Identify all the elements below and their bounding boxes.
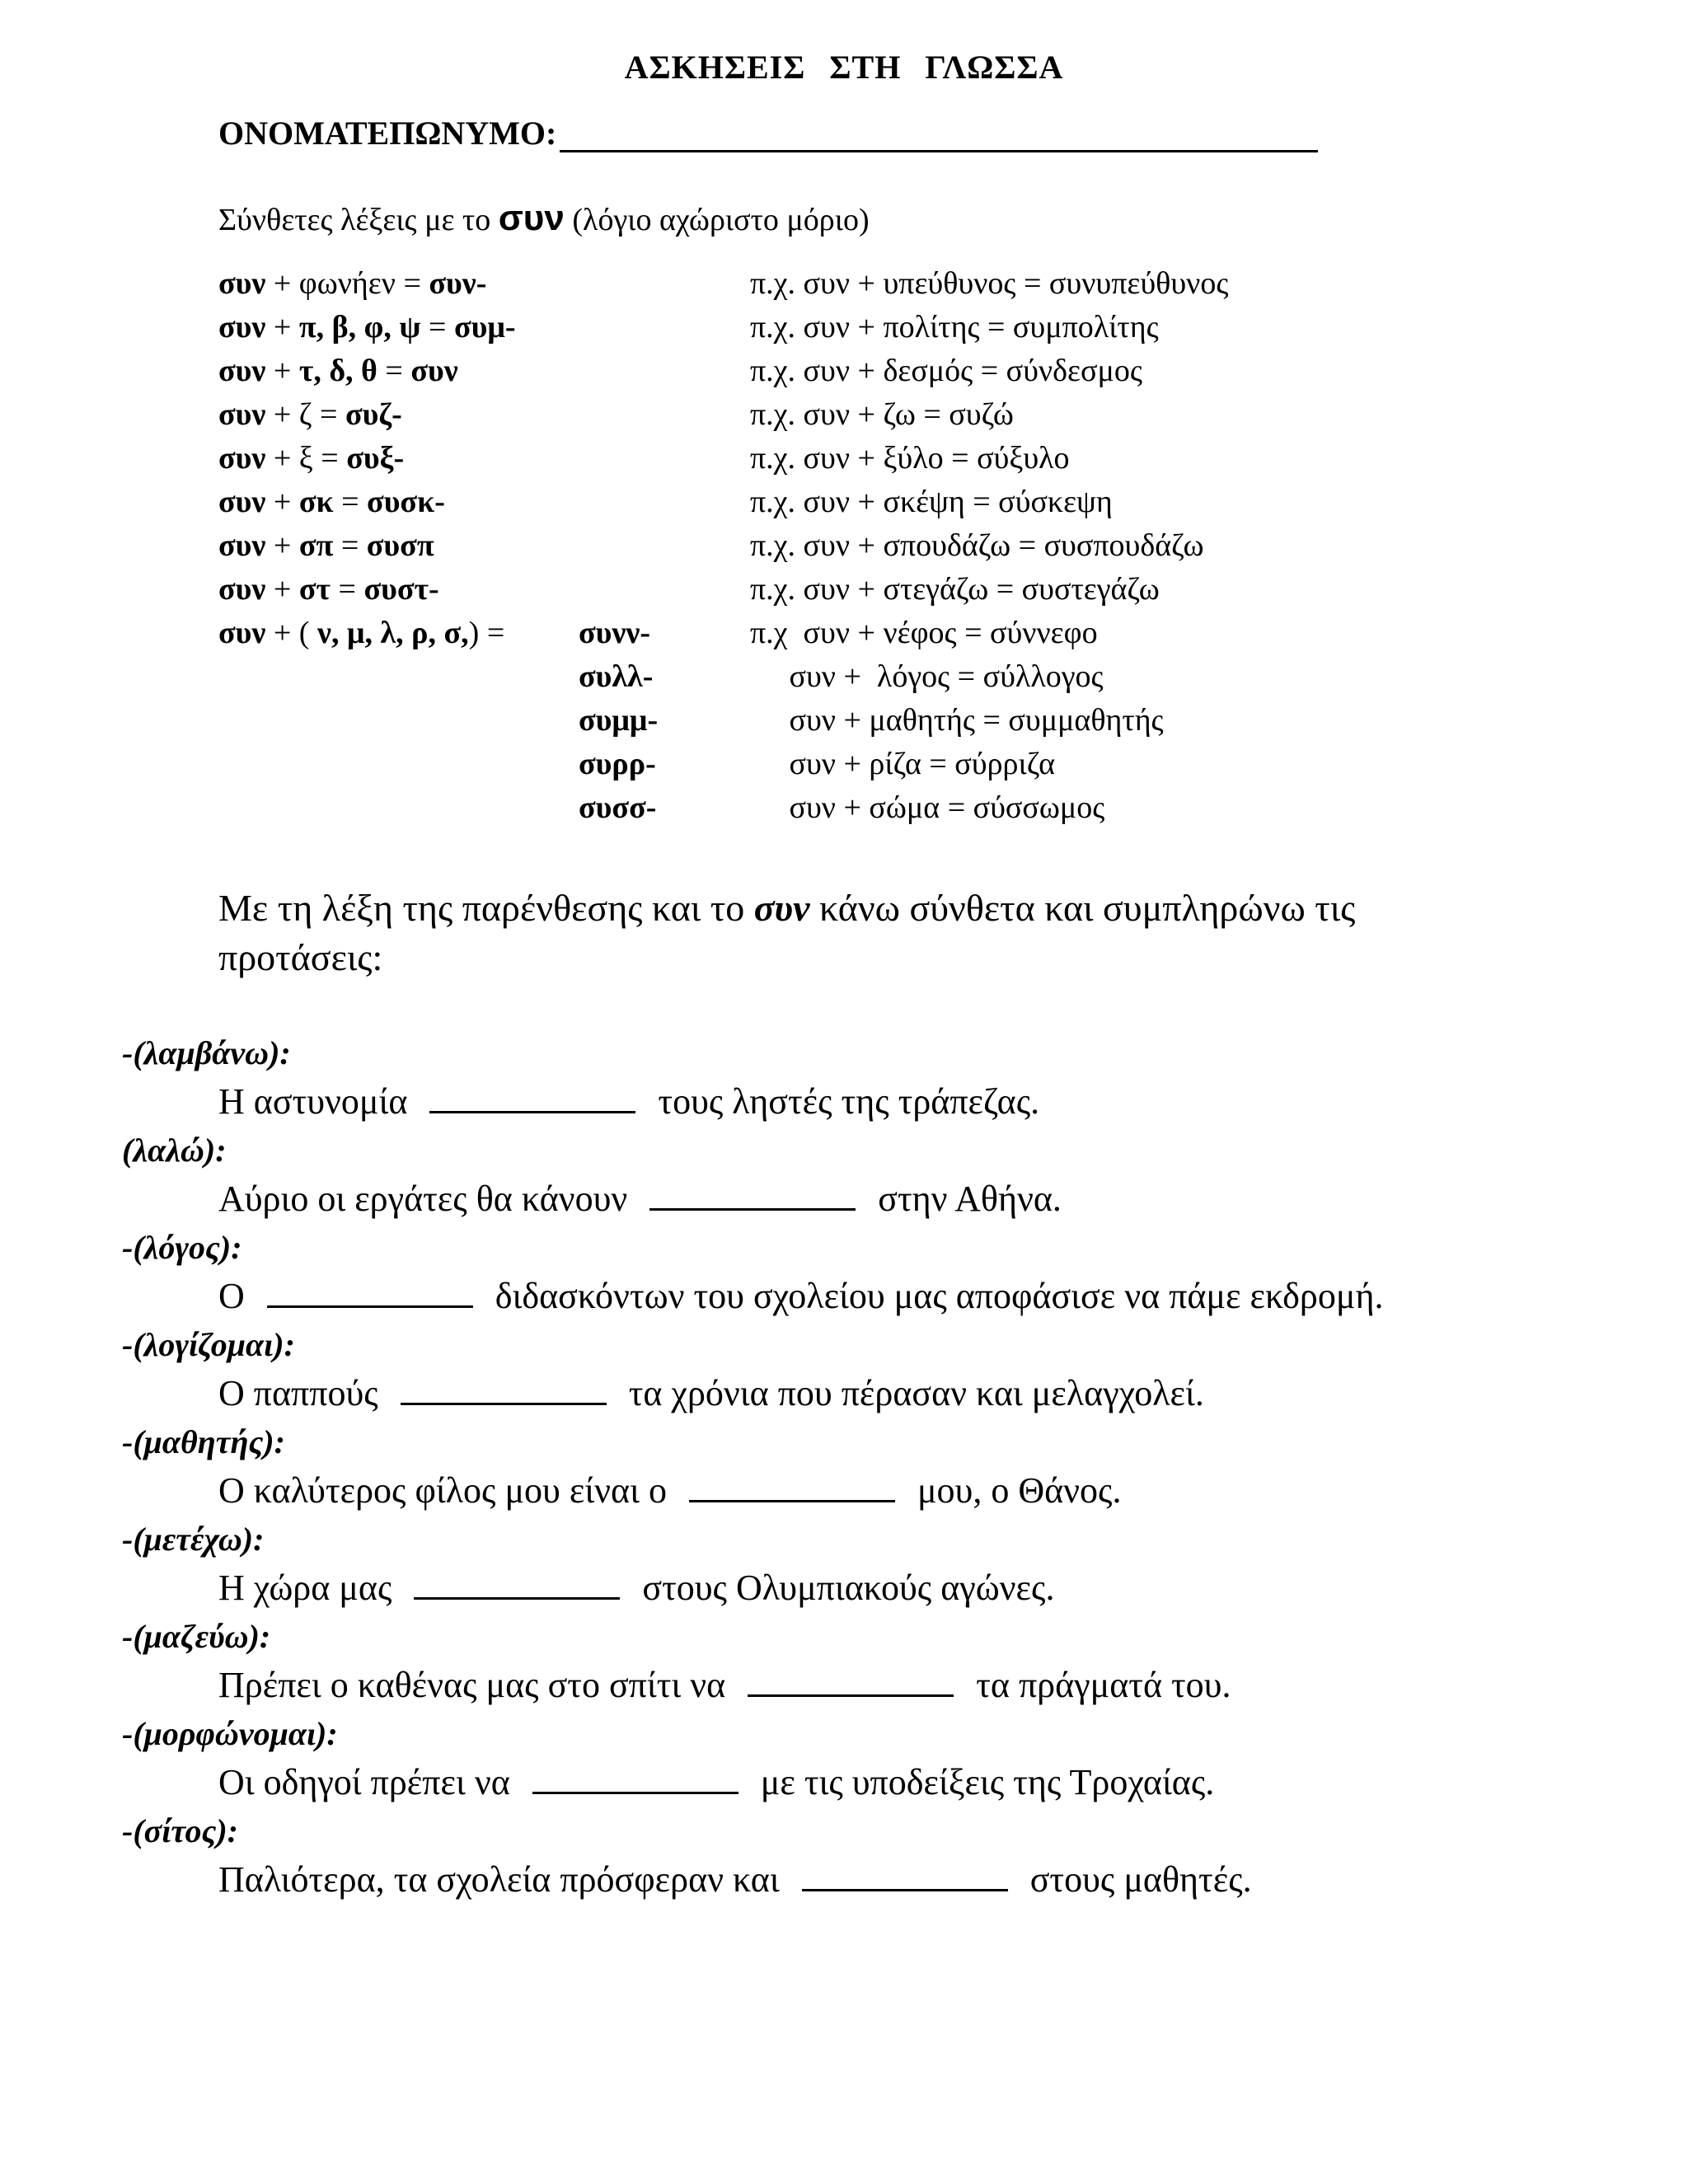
- exercise-hint-word: -(λογίζομαι):: [122, 1326, 295, 1363]
- exercise-sentence: [0, 1271, 1688, 1322]
- exercise-sentence: [0, 1854, 1688, 1905]
- intro-text: [218, 198, 870, 239]
- instruction-after: κάνω σύνθετα και συμπληρώνω τις προτάσεις:: [218, 887, 1356, 978]
- exercise-item: [0, 1711, 1688, 1808]
- rule-formula: [218, 527, 434, 564]
- rule-letters: σκ: [298, 485, 334, 519]
- rule-prefix: συν: [218, 441, 266, 476]
- sentence-after: τα πράγματά του.: [967, 1665, 1231, 1705]
- exercise-item: [0, 1322, 1688, 1419]
- rule-example: π.χ. συν + πολίτης = συμπολίτης: [750, 310, 1159, 344]
- exercise-hint-word: -(μαζεύω):: [122, 1618, 271, 1655]
- instruction-syn: συν: [753, 887, 810, 929]
- rule-result-variant: συρρ-: [579, 747, 656, 781]
- name-label: ΟΝΟΜΑΤΕΠΩΝΥΜΟ:: [218, 115, 557, 152]
- page-title: ΑΣΚΗΣΕΙΣ ΣΤΗ ΓΛΩΣΣΑ: [624, 49, 1064, 86]
- rule-prefix: συν: [218, 310, 266, 344]
- intro-after: (λόγιο αχώριστο μόριο): [564, 203, 870, 237]
- intro-syn: συν: [498, 198, 565, 238]
- rule-example: π.χ. συν + σπουδάζω = συσπουδάζω: [750, 528, 1204, 563]
- exercise-hint-word: -(σίτος):: [122, 1812, 238, 1849]
- exercise-hint-word: -(λαμβάνω):: [122, 1034, 291, 1071]
- rule-operator: +: [265, 528, 299, 563]
- rule-equals: =: [377, 354, 411, 388]
- rule-row: [218, 658, 1455, 702]
- exercise-item: [0, 1516, 1688, 1614]
- rule-row: [218, 440, 1455, 484]
- exercise-item: [0, 1808, 1688, 1905]
- exercise-hint-word: -(μαθητής):: [122, 1423, 285, 1460]
- answer-blank[interactable]: [267, 1276, 473, 1308]
- sentence-after: τους ληστές της τράπεζας.: [649, 1081, 1040, 1122]
- rule-letters: στ: [298, 572, 331, 607]
- exercise-item: [0, 1614, 1688, 1711]
- rule-prefix: συν: [218, 266, 266, 301]
- instruction-text: [218, 883, 1504, 982]
- exercise-hint-word: (λαλώ):: [122, 1132, 227, 1169]
- sentence-before: Αύριο οι εργάτες θα κάνουν: [218, 1179, 637, 1219]
- rule-formula: [218, 440, 404, 476]
- rule-operator: + ζ =: [265, 397, 345, 432]
- rule-equals: =: [331, 572, 364, 607]
- sentence-before: Οι οδηγοί πρέπει να: [218, 1762, 519, 1802]
- rule-example: π.χ. συν + ξύλο = σύξυλο: [750, 441, 1070, 476]
- rule-result: συσπ: [366, 528, 434, 563]
- rule-formula: [218, 484, 445, 520]
- rule-row: [218, 265, 1455, 309]
- rule-example: π.χ. συν + υπεύθυνος = συνυπεύθυνος: [750, 266, 1229, 301]
- sentence-before: Ο: [218, 1276, 254, 1316]
- sentence-before: Η χώρα μας: [218, 1568, 401, 1608]
- rule-operator: +: [265, 485, 299, 519]
- exercise-sentence: [0, 1368, 1688, 1419]
- exercise-list: [0, 1030, 1688, 1905]
- sentence-before: Πρέπει ο καθένας μας στο σπίτι να: [218, 1665, 735, 1705]
- rule-example: π.χ. συν + ζω = συζώ: [750, 397, 1014, 432]
- rule-row: [218, 309, 1455, 353]
- rule-formula: [218, 309, 516, 345]
- rule-letters: σπ: [298, 528, 334, 563]
- answer-blank[interactable]: [802, 1859, 1008, 1891]
- exercise-hint-word: -(λόγος):: [122, 1229, 242, 1266]
- rule-row: [218, 571, 1455, 615]
- sentence-after: στους Ολυμπιακούς αγώνες.: [633, 1568, 1055, 1608]
- answer-blank[interactable]: [414, 1568, 620, 1600]
- rule-prefix: συν: [218, 616, 266, 650]
- sentence-before: Ο παππούς: [218, 1373, 387, 1413]
- rule-operator: +: [265, 310, 299, 344]
- rule-result: συσκ-: [367, 485, 445, 519]
- rule-letters: π, β, φ, ψ: [298, 310, 421, 344]
- rule-result-variant: συμμ-: [579, 703, 659, 738]
- name-blank-line[interactable]: [560, 117, 1318, 152]
- rule-equals: =: [420, 310, 454, 344]
- rule-row: [218, 746, 1455, 790]
- rule-formula: [218, 353, 458, 389]
- rule-row: [218, 527, 1455, 571]
- rule-letters: τ, δ, θ: [298, 354, 377, 388]
- rule-example: συν + λόγος = σύλλογος: [750, 659, 1104, 694]
- rule-prefix: συν: [218, 354, 266, 388]
- rule-formula: [218, 265, 486, 302]
- rule-result: συξ-: [346, 441, 405, 476]
- rule-example: π.χ. συν + σκέψη = σύσκεψη: [750, 485, 1113, 519]
- rule-prefix: συν: [218, 528, 266, 563]
- sentence-before: Η αστυνομία: [218, 1081, 417, 1122]
- rule-example: συν + σώμα = σύσσωμος: [750, 790, 1105, 825]
- rule-row: [218, 790, 1455, 833]
- rule-operator: +: [265, 354, 299, 388]
- exercise-sentence: [0, 1757, 1688, 1808]
- rule-row: [218, 353, 1455, 396]
- sentence-before: Παλιότερα, τα σχολεία πρόσφεραν και: [218, 1859, 789, 1900]
- rule-prefix: συν: [218, 572, 266, 607]
- rule-row: [218, 484, 1455, 527]
- exercise-hint-word: -(μορφώνομαι):: [122, 1715, 338, 1752]
- rule-prefix: συν: [218, 397, 266, 432]
- sentence-after: στους μαθητές.: [1020, 1859, 1252, 1900]
- rule-example: π.χ. συν + δεσμός = σύνδεσμος: [750, 354, 1142, 388]
- rule-result: συμ-: [453, 310, 516, 344]
- rule-result: συστ-: [363, 572, 439, 607]
- exercise-item: [0, 1419, 1688, 1516]
- answer-blank[interactable]: [401, 1373, 607, 1405]
- rule-equals: =: [333, 485, 368, 519]
- rule-operator: +: [265, 572, 299, 607]
- exercise-sentence: [0, 1465, 1688, 1516]
- sentence-before: Ο καλύτερος φίλος μου είναι ο: [218, 1470, 676, 1511]
- rule-formula: [218, 571, 439, 607]
- rule-example: συν + μαθητής = συμμαθητής: [750, 703, 1164, 738]
- answer-blank[interactable]: [532, 1762, 738, 1794]
- rule-result-variant: συλλ-: [579, 659, 654, 694]
- exercise-item: [0, 1030, 1688, 1127]
- sentence-after: διδασκόντων του σχολείου μας αποφάσισε να πάμε εκδρομή.: [485, 1276, 1384, 1316]
- rule-result-variant: συσσ-: [579, 790, 657, 825]
- rule-example: π.χ συν + νέφος = σύννεφο: [750, 616, 1098, 650]
- exercise-sentence: [0, 1660, 1688, 1711]
- rule-equals: =: [333, 528, 367, 563]
- rule-operator: + φωνήεν =: [265, 266, 429, 301]
- rule-prefix: συν: [218, 485, 266, 519]
- rule-result: συν-: [429, 266, 487, 301]
- rule-result: συζ-: [345, 397, 402, 432]
- sentence-after: τα χρόνια που πέρασαν και μελαγχολεί.: [619, 1373, 1204, 1413]
- rule-formula: [218, 615, 513, 651]
- answer-blank[interactable]: [689, 1470, 895, 1502]
- rule-example: π.χ. συν + στεγάζω = συστεγάζω: [750, 572, 1160, 607]
- sentence-after: μου, ο Θάνος.: [907, 1470, 1122, 1511]
- exercise-sentence: [0, 1076, 1688, 1127]
- rules-table: [218, 265, 1455, 833]
- answer-blank[interactable]: [429, 1081, 635, 1113]
- sentence-after: στην Αθήνα.: [869, 1179, 1062, 1219]
- exercise-item: [0, 1127, 1688, 1225]
- rule-example: συν + ρίζα = σύρριζα: [750, 747, 1056, 781]
- exercise-sentence: [0, 1174, 1688, 1225]
- rule-row: [218, 615, 1455, 658]
- name-field-row: [218, 114, 1318, 152]
- answer-blank[interactable]: [748, 1665, 954, 1697]
- rule-formula: [218, 396, 402, 433]
- rule-row: [218, 702, 1455, 746]
- answer-blank[interactable]: [649, 1179, 856, 1211]
- intro-before: Σύνθετες λέξεις με το: [218, 203, 499, 237]
- rule-result: συν: [410, 354, 458, 388]
- rule-letters: ν, μ, λ, ρ, σ,: [316, 616, 469, 650]
- instruction-before: Με τη λέξη της παρένθεσης και το: [218, 887, 754, 929]
- rule-row: [218, 396, 1455, 440]
- exercise-hint-word: -(μετέχω):: [122, 1521, 265, 1558]
- sentence-after: με τις υποδείξεις της Τροχαίας.: [751, 1762, 1215, 1802]
- rule-operator: + (: [265, 616, 317, 650]
- rule-equals: ) =: [468, 616, 513, 650]
- rule-operator: + ξ =: [265, 441, 347, 476]
- exercise-item: [0, 1225, 1688, 1322]
- rule-result-variant: συνν-: [579, 616, 651, 650]
- exercise-sentence: [0, 1563, 1688, 1614]
